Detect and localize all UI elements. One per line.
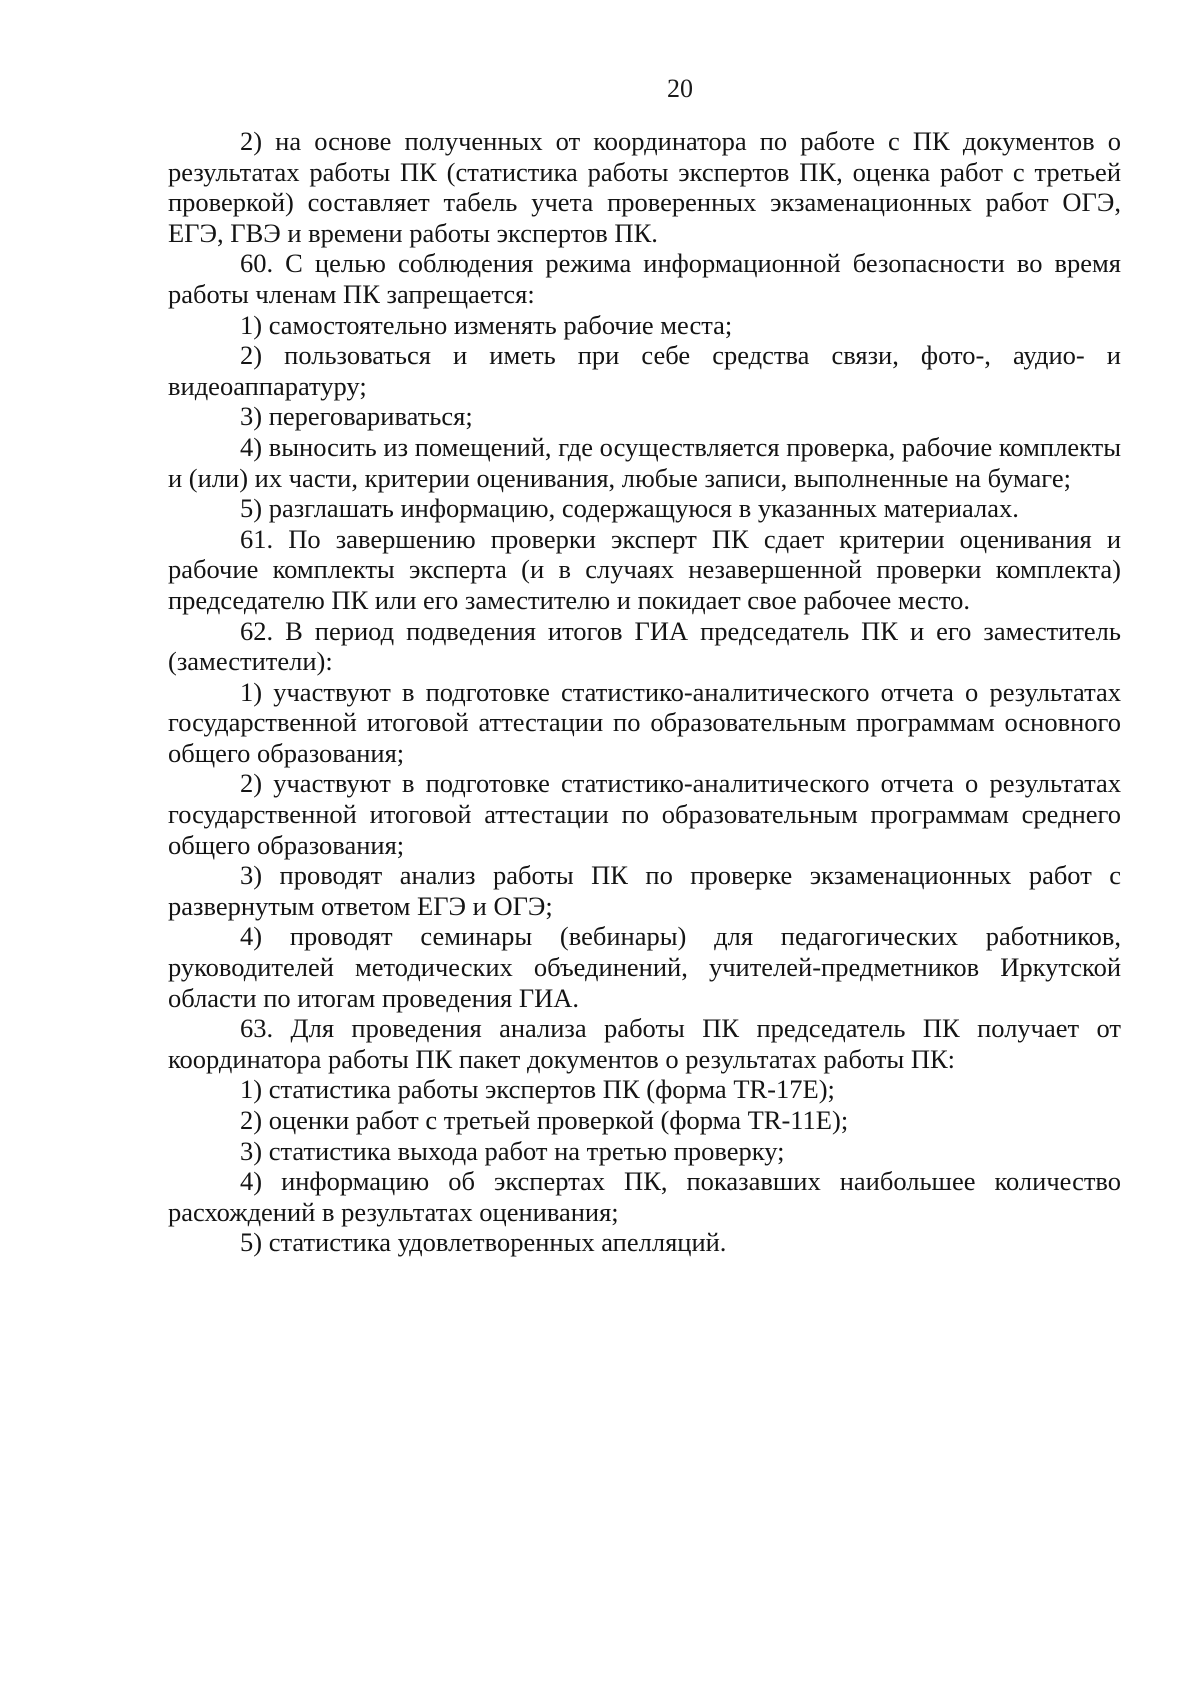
paragraph-62-item-3: 3) проводят анализ работы ПК по проверке экзаменационных работ с развернутым ответом ЕГЭ и ОГЭ; (168, 860, 1121, 921)
paragraph-63-item-1: 1) статистика работы экспертов ПК (форма TR-17E); (240, 1074, 835, 1105)
document-body (168, 126, 1121, 1258)
paragraph-60-item-4: 4) выносить из помещений, где осуществляется проверка, рабочие комплекты и (или) их части, критерии оценивания, любые записи, выполненные на бумаге; (168, 431, 1121, 493)
paragraph-item-2-table-compilation: 2) на основе полученных от координатора по работе с ПК документов о результатах работы ПК (статистика работы экспертов ПК, оценка работ с третьей проверкой) составляет табель учета проверенных экзаменационных работ ОГЭ, ЕГЭ, ГВЭ и времени работы экспертов ПК. (168, 126, 1121, 248)
paragraph-61-expert-handover: 61. По завершению проверки эксперт ПК сдает критерии оценивания и рабочие комплекты эксперта (и в случаях незавершенной проверки комплекта) председателю ПК или его заместителю и покидает свое рабочее место. (168, 523, 1121, 615)
paragraph-63-item-3: 3) статистика выхода работ на третью проверку; (240, 1135, 785, 1166)
paragraph-62-results-period: 62. В период подведения итогов ГИА председатель ПК и его заместитель (заместители): (168, 615, 1121, 677)
paragraph-62-item-2: 2) участвуют в подготовке статистико-аналитического отчета о результатах государственной итоговой аттестации по образовательным программам среднего общего образования; (168, 768, 1121, 860)
paragraph-62-item-4: 4) проводят семинары (вебинары) для педагогических работников, руководителей методических объединений, учителей-предметников Иркутской области по итогам проведения ГИА. (168, 921, 1121, 1013)
paragraph-60-security-rules: 60. С целью соблюдения режима информационной безопасности во время работы членам ПК запрещается: (168, 248, 1121, 309)
paragraph-62-item-1: 1) участвуют в подготовке статистико-аналитического отчета о результатах государственной итоговой аттестации по образовательным программам основного общего образования; (168, 676, 1121, 768)
paragraph-63-analysis-documents: 63. Для проведения анализа работы ПК председатель ПК получает от координатора работы ПК пакет документов о результатах работы ПК: (168, 1013, 1121, 1074)
paragraph-60-item-5: 5) разглашать информацию, содержащуюся в указанных материалах. (240, 493, 1019, 524)
paragraph-63-item-5: 5) статистика удовлетворенных апелляций. (240, 1227, 727, 1258)
page-number: 20 (667, 74, 693, 103)
paragraph-63-item-4: 4) информацию об экспертах ПК, показавших наибольшее количество расхождений в результатах оценивания; (168, 1166, 1121, 1227)
paragraph-60-item-1: 1) самостоятельно изменять рабочие места; (240, 309, 733, 340)
paragraph-60-item-2: 2) пользоваться и иметь при себе средства связи, фото-, аудио- и видеоаппаратуру; (168, 340, 1121, 401)
paragraph-60-item-3: 3) переговариваться; (240, 401, 473, 432)
paragraph-63-item-2: 2) оценки работ с третьей проверкой (форма TR-11E); (240, 1105, 849, 1135)
